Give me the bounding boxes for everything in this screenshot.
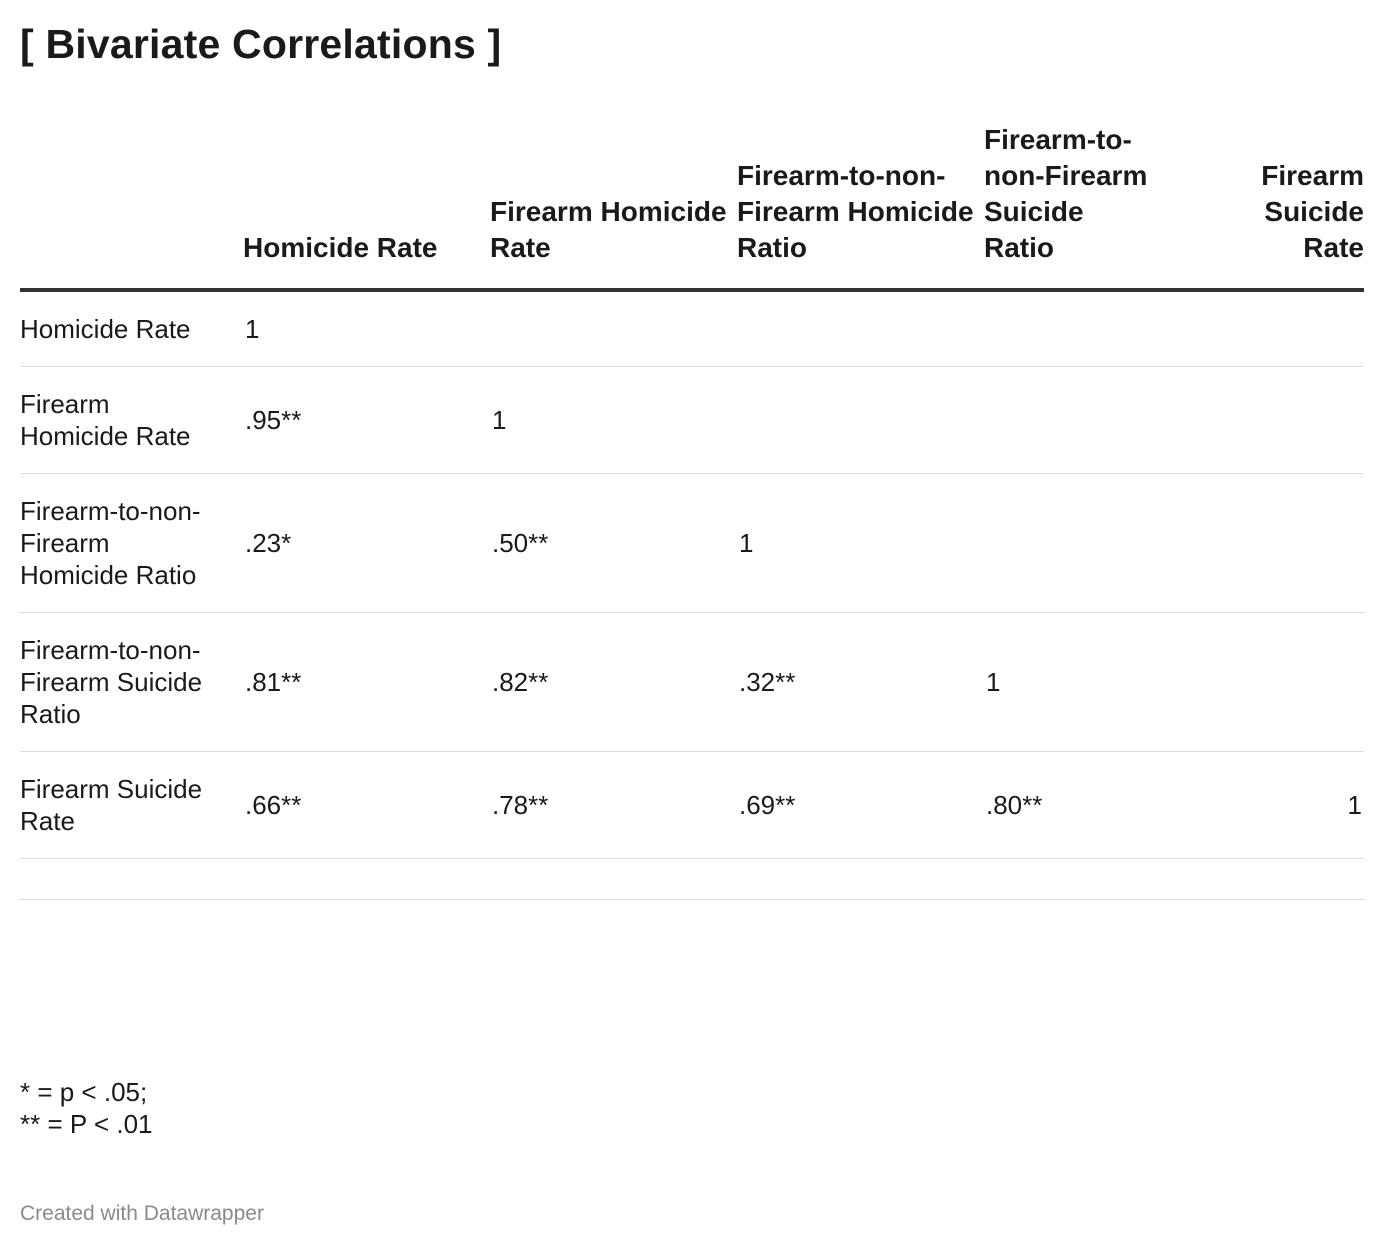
table-row xyxy=(20,290,1364,367)
note-line: * = p < .05; xyxy=(20,1077,148,1107)
table-cell xyxy=(1231,290,1364,367)
table-cell: 1 xyxy=(243,290,490,367)
column-header: Firearm Homicide Rate xyxy=(490,122,737,290)
header-row xyxy=(20,122,1364,290)
row-label: Firearm Suicide Rate xyxy=(20,752,243,859)
table-row xyxy=(20,613,1364,752)
table-cell: .32** xyxy=(737,613,984,752)
table-cell: .82** xyxy=(490,613,737,752)
table-cell xyxy=(984,367,1231,474)
note-line: ** = P < .01 xyxy=(20,1109,153,1139)
table-row xyxy=(20,367,1364,474)
table-cell: 1 xyxy=(1231,752,1364,859)
table-cell xyxy=(1231,613,1364,752)
column-header: Firearm-to-non-Firearm Homicide Ratio xyxy=(737,122,984,290)
row-label: Firearm Homicide Rate xyxy=(20,367,243,474)
table-cell xyxy=(490,290,737,367)
table-cell xyxy=(984,474,1231,613)
significance-notes xyxy=(20,1076,153,1140)
column-header: Homicide Rate xyxy=(243,122,490,290)
table-cell: 1 xyxy=(984,613,1231,752)
table-row xyxy=(20,474,1364,613)
table-cell: .50** xyxy=(490,474,737,613)
row-label: Firearm-to-non-Firearm Homicide Ratio xyxy=(20,474,243,613)
table-cell: .66** xyxy=(243,752,490,859)
correlation-table xyxy=(20,122,1364,900)
table-cell: 1 xyxy=(490,367,737,474)
table-spacer-row xyxy=(20,859,1364,900)
table-cell: .23* xyxy=(243,474,490,613)
table-cell xyxy=(1231,367,1364,474)
table-cell: .78** xyxy=(490,752,737,859)
row-label: Homicide Rate xyxy=(20,290,243,367)
table-row xyxy=(20,752,1364,859)
table-cell xyxy=(1231,474,1364,613)
table-cell xyxy=(984,290,1231,367)
table-cell: 1 xyxy=(737,474,984,613)
chart-title: [ Bivariate Correlations ] xyxy=(20,21,502,67)
table-cell xyxy=(737,290,984,367)
header-corner xyxy=(20,122,243,290)
column-header: Firearm-to-non-Firearm Suicide Ratio xyxy=(984,122,1231,290)
column-header: Firearm Suicide Rate xyxy=(1231,122,1364,290)
spacer-cell xyxy=(20,859,1364,900)
table-cell: .69** xyxy=(737,752,984,859)
table-cell xyxy=(737,367,984,474)
table-cell: .95** xyxy=(243,367,490,474)
row-label: Firearm-to-non-Firearm Suicide Ratio xyxy=(20,613,243,752)
table-cell: .81** xyxy=(243,613,490,752)
table-cell: .80** xyxy=(984,752,1231,859)
datawrapper-credit: Created with Datawrapper xyxy=(20,1202,264,1225)
